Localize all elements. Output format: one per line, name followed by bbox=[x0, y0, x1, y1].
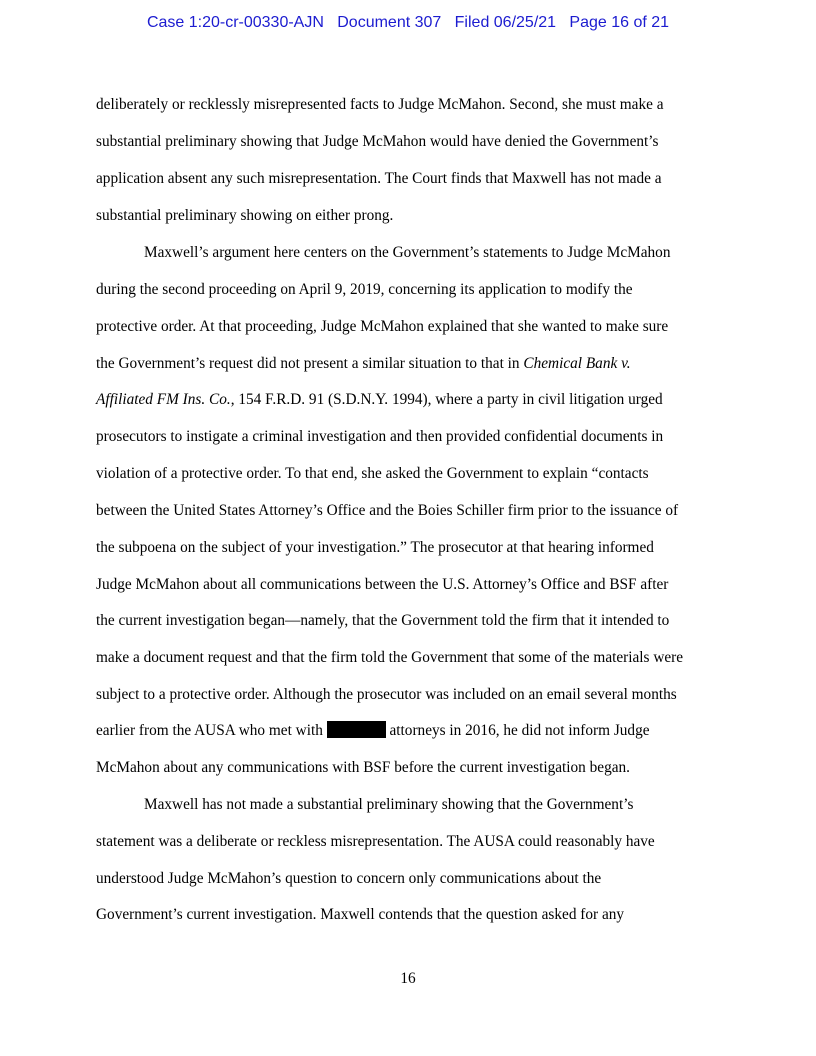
page-number: 16 bbox=[400, 970, 416, 987]
text-line: the current investigation began—namely, that the Government told the firm that it intended to bbox=[96, 612, 670, 629]
text-line: prosecutors to instigate a criminal investigation and then provided confidential documents in bbox=[96, 428, 664, 445]
document-number: Document 307 bbox=[337, 14, 442, 31]
text-line bbox=[96, 354, 631, 374]
text-line: McMahon about any communications with BSF before the current investigation began. bbox=[96, 759, 631, 776]
redaction-box bbox=[327, 721, 386, 738]
text-line: protective order. At that proceeding, Judge McMahon explained that she wanted to make sure bbox=[96, 318, 669, 335]
text-line: understood Judge McMahon’s question to concern only communications about the bbox=[96, 870, 602, 887]
text-line: make a document request and that the firm told the Government that some of the materials were bbox=[96, 649, 684, 666]
text-line: application absent any such misrepresentation. The Court finds that Maxwell has not made a bbox=[96, 170, 662, 187]
case-citation: Affiliated FM Ins. Co. bbox=[96, 391, 231, 408]
text-segment: , 154 F.R.D. 91 (S.D.N.Y. 1994), where a party in civil litigation urged bbox=[230, 391, 663, 408]
page-indicator: Page 16 of 21 bbox=[569, 14, 670, 31]
text-line: the subpoena on the subject of your investigation.” The prosecutor at that hearing informed bbox=[96, 539, 654, 556]
text-segment: attorneys in 2016, he did not inform Judge bbox=[385, 722, 650, 739]
text-line: subject to a protective order. Although the prosecutor was included on an email several months bbox=[96, 686, 677, 703]
case-header bbox=[0, 14, 816, 32]
text-segment: the Government’s request did not present a similar situation to that in bbox=[96, 355, 524, 372]
text-line: Government’s current investigation. Maxwell contends that the question asked for any bbox=[96, 906, 625, 923]
text-line: deliberately or recklessly misrepresented facts to Judge McMahon. Second, she must make a bbox=[96, 96, 664, 113]
case-citation: Chemical Bank v. bbox=[523, 355, 631, 372]
text-line bbox=[96, 721, 650, 741]
filed-date: Filed 06/25/21 bbox=[454, 14, 557, 31]
text-line: Judge McMahon about all communications between the U.S. Attorney’s Office and BSF after bbox=[96, 576, 669, 593]
text-line: violation of a protective order. To that end, she asked the Government to explain “contacts bbox=[96, 465, 649, 482]
text-line: during the second proceeding on April 9, 2019, concerning its application to modify the bbox=[96, 281, 633, 298]
text-line: substantial preliminary showing on either prong. bbox=[96, 207, 394, 224]
text-line bbox=[96, 390, 663, 410]
text-segment: earlier from the AUSA who met with bbox=[96, 722, 327, 739]
text-line: Maxwell’s argument here centers on the Government’s statements to Judge McMahon bbox=[144, 244, 671, 261]
text-line: between the United States Attorney’s Office and the Boies Schiller firm prior to the issuance of bbox=[96, 502, 679, 519]
text-line: Maxwell has not made a substantial preliminary showing that the Government’s bbox=[144, 796, 634, 813]
case-number: Case 1:20-cr-00330-AJN bbox=[146, 14, 324, 31]
text-line: substantial preliminary showing that Judge McMahon would have denied the Government’s bbox=[96, 133, 659, 150]
text-line: statement was a deliberate or reckless misrepresentation. The AUSA could reasonably have bbox=[96, 833, 655, 850]
